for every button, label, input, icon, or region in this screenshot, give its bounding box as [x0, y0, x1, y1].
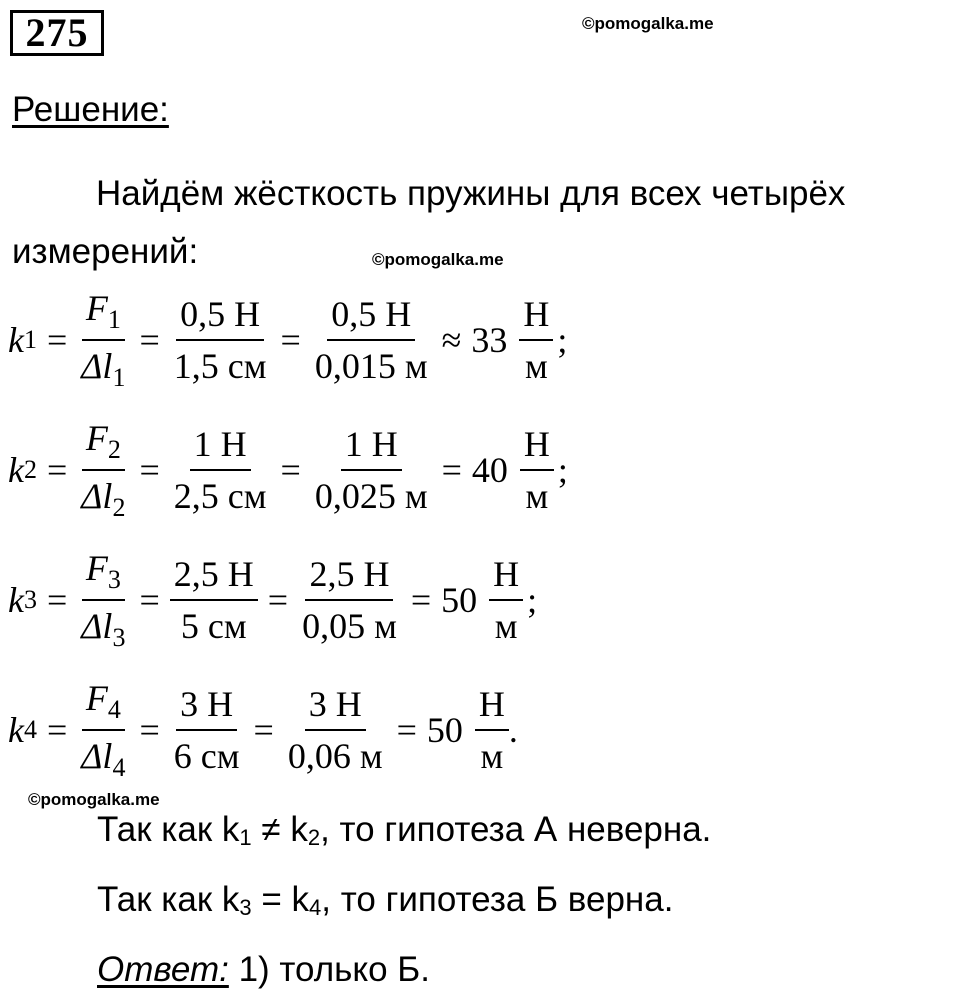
equals-sign: =	[139, 580, 160, 620]
fraction-denominator: 1,5 см	[173, 346, 267, 386]
formula-index: 3	[23, 585, 37, 614]
fraction-denominator: 2,5 см	[173, 476, 267, 516]
conclusion-text: , то гипотеза Б верна.	[321, 880, 674, 919]
equals-sign: =	[139, 320, 160, 360]
relation-sign: =	[410, 580, 432, 620]
length-var: Δl	[81, 346, 113, 386]
fraction-numerator: 2,5 Н	[170, 553, 258, 601]
equals-sign: =	[267, 580, 289, 620]
watermark: ©pomogalka.me	[582, 14, 714, 33]
length-index: 2	[112, 493, 126, 522]
fraction-force-length	[77, 547, 129, 653]
conclusion-sub: 4	[309, 895, 322, 920]
unit-denominator: м	[480, 736, 504, 776]
conclusion-sub: 1	[239, 825, 252, 850]
equals-sign: =	[46, 320, 68, 360]
formula-var: k	[8, 580, 24, 620]
fraction-numerator: 1 Н	[341, 423, 402, 471]
conclusion-text: Так как k	[97, 810, 240, 849]
watermark: ©pomogalka.me	[28, 790, 160, 809]
watermark: ©pomogalka.me	[372, 250, 504, 269]
fraction-numerator: 0,5 Н	[176, 293, 264, 341]
formula-end: ;	[557, 450, 568, 490]
conclusion-sub: 3	[239, 895, 252, 920]
formula-end: ;	[557, 320, 568, 360]
conclusion-hypothesis-b	[97, 880, 673, 921]
unit-fraction	[519, 293, 553, 387]
fraction-values	[170, 293, 271, 387]
fraction-numerator: 3 Н	[176, 683, 237, 731]
fraction-numerator: 3 Н	[305, 683, 366, 731]
equals-sign: =	[46, 580, 68, 620]
force-var: F	[85, 288, 108, 328]
unit-denominator: м	[525, 476, 549, 516]
fraction-force-length	[77, 287, 129, 393]
force-var: F	[85, 678, 108, 718]
unit-numerator: Н	[475, 683, 509, 731]
fraction-denominator: 0,015 м	[314, 346, 428, 386]
length-var: Δl	[81, 736, 113, 776]
fraction-si-values	[311, 293, 432, 387]
formula-var: k	[8, 320, 24, 360]
unit-fraction	[520, 423, 554, 517]
unit-denominator: м	[524, 346, 548, 386]
relation-sign: =	[441, 450, 462, 490]
equals-sign: =	[280, 320, 301, 360]
fraction-values	[170, 683, 244, 777]
relation-sign: =	[396, 710, 417, 750]
unit-fraction	[475, 683, 509, 777]
formula-k3	[8, 540, 537, 660]
fraction-values	[170, 423, 271, 517]
equals-sign: =	[46, 450, 68, 490]
fraction-denominator: 5 см	[180, 606, 247, 646]
conclusion-sub: 2	[307, 825, 321, 850]
unit-numerator: Н	[519, 293, 553, 341]
answer-label: Ответ:	[97, 950, 229, 989]
force-index: 2	[107, 435, 121, 464]
unit-numerator: Н	[489, 553, 523, 601]
fraction-denominator: 0,06 м	[287, 736, 383, 776]
formula-index: 4	[23, 715, 37, 744]
length-index: 4	[112, 753, 126, 782]
formula-var: k	[8, 710, 24, 750]
length-var: Δl	[81, 476, 113, 516]
equals-sign: =	[253, 710, 274, 750]
unit-fraction	[489, 553, 523, 647]
fraction-force-length	[77, 677, 129, 783]
fraction-values	[170, 553, 258, 647]
force-index: 1	[107, 305, 121, 334]
result-value: 40	[471, 450, 508, 490]
unit-numerator: Н	[520, 423, 554, 471]
solution-heading: Решение:	[12, 90, 169, 129]
formula-k1	[8, 280, 567, 400]
force-var: F	[85, 548, 108, 588]
conclusion-text: Так как k	[97, 880, 240, 919]
fraction-si-values	[298, 553, 401, 647]
equals-sign: =	[46, 710, 68, 750]
formula-end: .	[508, 710, 518, 750]
fraction-numerator: 1 Н	[190, 423, 251, 471]
relation-sign: ≈	[441, 320, 462, 360]
formula-end: ;	[527, 580, 538, 620]
equals-sign: =	[139, 710, 160, 750]
force-index: 3	[107, 565, 121, 594]
formula-k2	[8, 410, 568, 530]
fraction-denominator: 0,05 м	[302, 606, 397, 646]
unit-denominator: м	[494, 606, 518, 646]
formula-index: 1	[23, 325, 37, 354]
formula-k4	[8, 670, 518, 790]
force-index: 4	[107, 695, 121, 724]
formula-index: 2	[23, 455, 37, 484]
intro-paragraph: Найдём жёсткость пружины для всех четырёх измерений:	[12, 174, 846, 271]
fraction-denominator: 6 см	[173, 736, 240, 776]
length-index: 3	[112, 623, 126, 652]
result-value: 33	[471, 320, 508, 360]
conclusion-text: ≠ k	[251, 810, 308, 849]
fraction-si-values	[284, 683, 387, 777]
fraction-denominator: 0,025 м	[314, 476, 428, 516]
conclusion-text: , то гипотеза А неверна.	[320, 810, 712, 849]
result-value: 50	[426, 710, 463, 750]
equals-sign: =	[280, 450, 301, 490]
conclusion-hypothesis-a	[97, 810, 711, 851]
formula-var: k	[8, 450, 24, 490]
force-var: F	[85, 418, 108, 458]
equals-sign: =	[139, 450, 160, 490]
fraction-si-values	[311, 423, 432, 517]
fraction-force-length	[77, 417, 129, 523]
problem-number: 275	[10, 10, 104, 56]
length-index: 1	[112, 363, 126, 392]
conclusion-text: = k	[251, 880, 310, 919]
fraction-numerator: 0,5 Н	[327, 293, 415, 341]
length-var: Δl	[81, 606, 113, 646]
answer-line	[97, 950, 430, 990]
fraction-numerator: 2,5 Н	[305, 553, 393, 601]
result-value: 50	[441, 580, 478, 620]
answer-text: 1) только Б.	[228, 950, 430, 989]
